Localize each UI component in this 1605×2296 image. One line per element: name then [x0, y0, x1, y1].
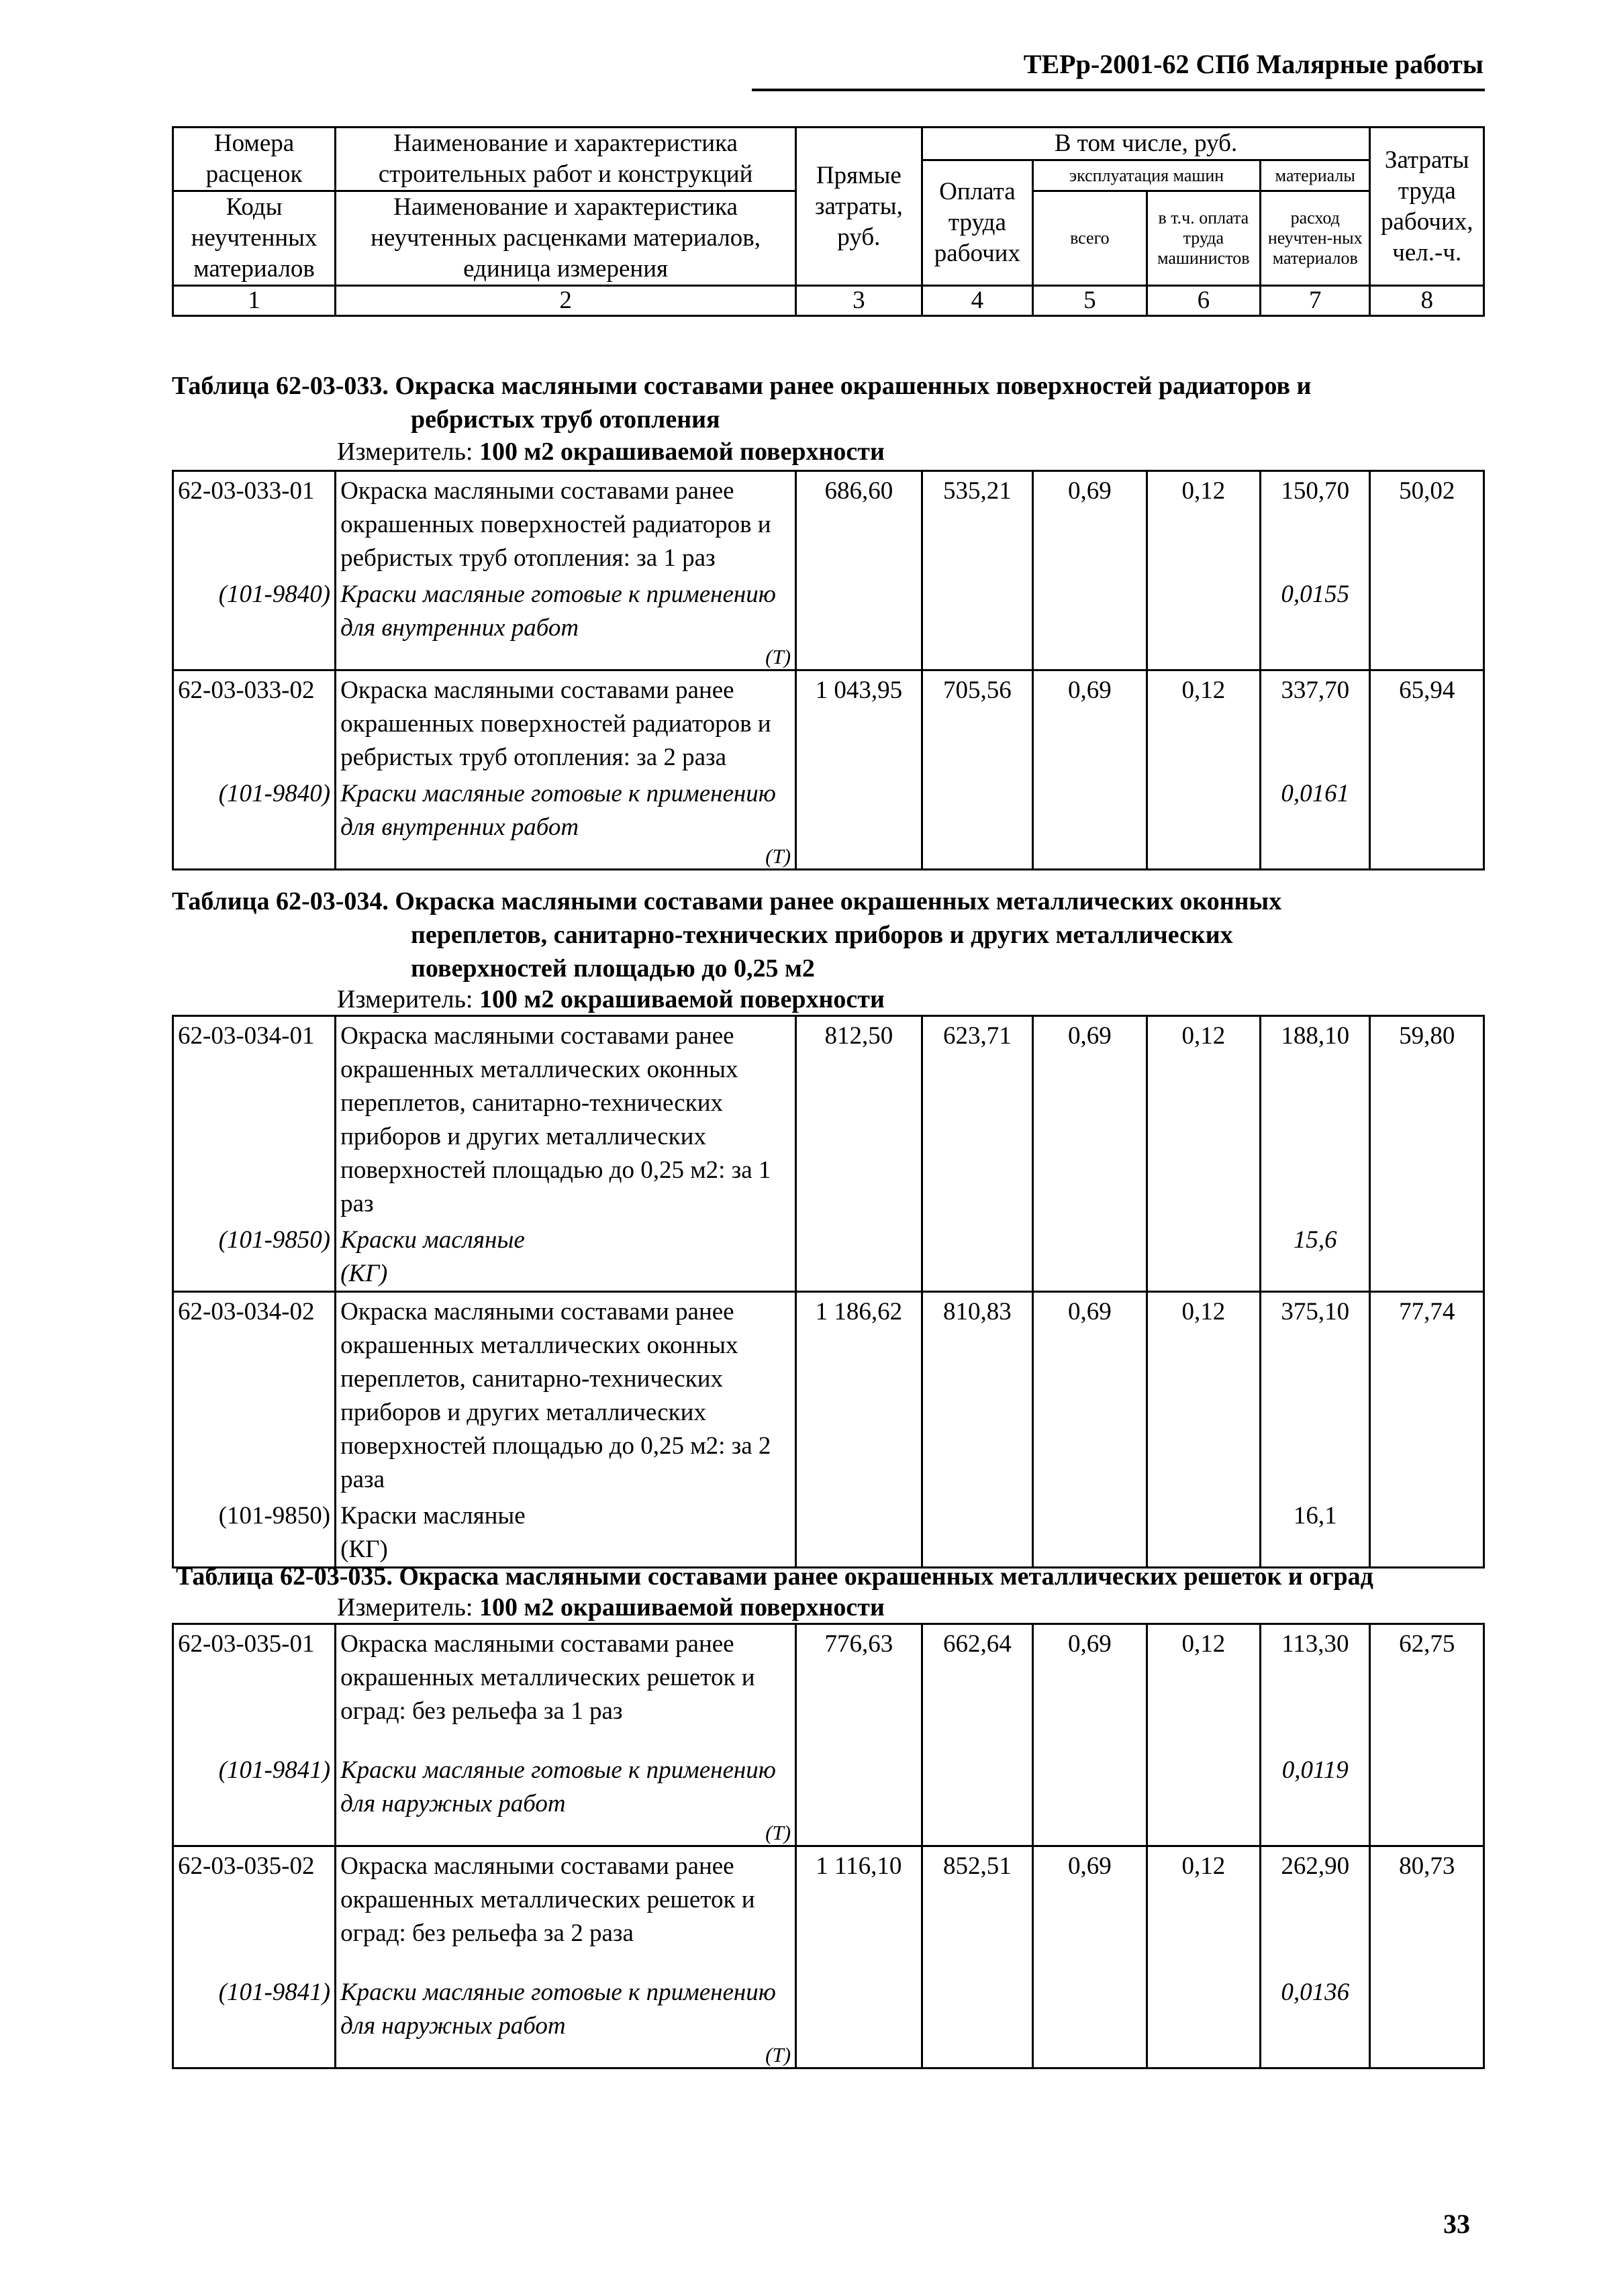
col-machines-total: всего [1033, 191, 1147, 286]
material-qty: 0,0161 [1261, 775, 1370, 870]
direct-costs: 1 186,62 [796, 1292, 922, 1497]
labor-hours: 65,94 [1370, 670, 1484, 775]
table-row [173, 471, 1484, 576]
meter-value: 100 м2 окрашиваемой поверхности [479, 985, 885, 1013]
material-code: (101-9840) [173, 575, 336, 670]
material-row [173, 1497, 1484, 1568]
operators-pay: 0,12 [1147, 1846, 1260, 1974]
labor-hours: 50,02 [1370, 471, 1484, 576]
meter-label: Измеритель: [337, 1593, 473, 1621]
table-title-035: Таблица 62-03-035. Окраска масляными составами ранее окрашенных металлических решеток и оград [176, 1562, 1373, 1591]
material-name-cell [336, 575, 796, 670]
meter-034 [337, 984, 885, 1015]
direct-costs: 776,63 [796, 1624, 922, 1752]
material-qty: 15,6 [1261, 1221, 1370, 1292]
material-name-cell [336, 1751, 796, 1846]
material-row [173, 1973, 1484, 2068]
material-row [173, 575, 1484, 670]
materials-cost: 150,70 [1261, 471, 1370, 576]
material-name: Краски масляные готовые к применению для внутренних работ [340, 581, 776, 642]
material-code: (101-9850) [173, 1221, 336, 1292]
operators-pay: 0,12 [1147, 1016, 1260, 1221]
operators-pay: 0,12 [1147, 1292, 1260, 1497]
table-title-034-line3: поверхностей площадью до 0,25 м2 [411, 954, 815, 983]
labor-pay: 535,21 [922, 471, 1032, 576]
material-qty: 0,0155 [1261, 575, 1370, 670]
direct-costs: 1 116,10 [796, 1846, 922, 1974]
material-code: (101-9850) [173, 1497, 336, 1568]
material-unit: (Т) [765, 1821, 791, 1844]
col-num-4: 4 [922, 286, 1032, 316]
material-qty: 0,0119 [1261, 1751, 1370, 1846]
labor-pay: 705,56 [922, 670, 1032, 775]
rate-code: 62-03-035-01 [173, 1624, 336, 1752]
material-name-cell [336, 1497, 796, 1568]
table-title-034-line2: переплетов, санитарно-технических приборов и других металлических [411, 921, 1233, 949]
meter-label: Измеритель: [337, 985, 473, 1013]
col-num-8: 8 [1370, 286, 1484, 316]
labor-pay: 810,83 [922, 1292, 1032, 1497]
col-num-6: 6 [1147, 286, 1260, 316]
col-num-3: 3 [796, 286, 922, 316]
col-group-including: В том числе, руб. [922, 128, 1370, 160]
col-materials: материалы [1261, 160, 1370, 191]
materials-cost: 113,30 [1261, 1624, 1370, 1752]
page-number: 33 [1443, 2209, 1470, 2239]
table-title-033: Таблица 62-03-033. Окраска масляными составами ранее окрашенных поверхностей радиаторов и [172, 372, 1312, 400]
material-code: (101-9841) [173, 1973, 336, 2068]
machines-total: 0,69 [1033, 1846, 1147, 1974]
document-header: ТЕРр-2001-62 СПб Малярные работы [1023, 49, 1484, 79]
operators-pay: 0,12 [1147, 471, 1260, 576]
machines-total: 0,69 [1033, 1624, 1147, 1752]
material-name: Краски масляные [340, 1226, 525, 1254]
meter-value: 100 м2 окрашиваемой поверхности [479, 438, 885, 466]
col-work-name: Наименование и характеристика строительных работ и конструкций [336, 128, 796, 191]
machines-total: 0,69 [1033, 670, 1147, 775]
meter-value: 100 м2 окрашиваемой поверхности [479, 1593, 885, 1621]
direct-costs: 686,60 [796, 471, 922, 576]
col-material-consumption: расход неучтен-ных материалов [1261, 191, 1370, 286]
material-qty: 16,1 [1261, 1497, 1370, 1568]
rate-code: 62-03-033-02 [173, 670, 336, 775]
header-rule [752, 89, 1485, 91]
material-name: Краски масляные готовые к применению для наружных работ [340, 1979, 776, 2040]
labor-hours: 77,74 [1370, 1292, 1484, 1497]
meter-033 [337, 436, 885, 467]
table-row [173, 1292, 1484, 1497]
col-direct-costs: Прямые затраты, руб. [796, 128, 922, 286]
material-name-cell [336, 775, 796, 870]
meter-label: Измеритель: [337, 438, 473, 466]
materials-cost: 262,90 [1261, 1846, 1370, 1974]
materials-cost: 337,70 [1261, 670, 1370, 775]
col-machines: эксплуатация машин [1033, 160, 1261, 191]
rates-table-035 [172, 1623, 1485, 2069]
rate-name: Окраска масляными составами ранее окрашенных металлических оконных переплетов, санитарно-технических приборов и других металлических поверхностей площадью до 0,25 м2: за 1 раз [336, 1016, 796, 1221]
col-labor-pay: Оплата труда рабочих [922, 160, 1032, 286]
material-row [173, 775, 1484, 870]
rate-name: Окраска масляными составами ранее окрашенных металлических оконных переплетов, санитарно-технических приборов и других металлических поверхностей площадью до 0,25 м2: за 2 раза [336, 1292, 796, 1497]
rate-code: 62-03-034-02 [173, 1292, 336, 1497]
table-row [173, 670, 1484, 775]
rate-name: Окраска масляными составами ранее окрашенных металлических решеток и оград: без рельефа за 2 раза [336, 1846, 796, 1974]
material-name: Краски масляные готовые к применению для внутренних работ [340, 780, 776, 841]
operators-pay: 0,12 [1147, 1624, 1260, 1752]
machines-total: 0,69 [1033, 1016, 1147, 1221]
material-unit: (Т) [765, 645, 791, 668]
rate-name: Окраска масляными составами ранее окрашенных поверхностей радиаторов и ребристых труб отопления: за 1 раз [336, 471, 796, 576]
labor-hours: 80,73 [1370, 1846, 1484, 1974]
rate-code: 62-03-034-01 [173, 1016, 336, 1221]
material-row [173, 1751, 1484, 1846]
machines-total: 0,69 [1033, 471, 1147, 576]
materials-cost: 375,10 [1261, 1292, 1370, 1497]
labor-pay: 623,71 [922, 1016, 1032, 1221]
col-material-codes: Коды неучтенных материалов [173, 191, 336, 286]
col-num-5: 5 [1033, 286, 1147, 316]
materials-cost: 188,10 [1261, 1016, 1370, 1221]
material-name-cell [336, 1973, 796, 2068]
rates-table-033 [172, 470, 1485, 870]
table-row [173, 1624, 1484, 1752]
material-code: (101-9840) [173, 775, 336, 870]
labor-hours: 62,75 [1370, 1624, 1484, 1752]
material-unit: (КГ) [340, 1536, 388, 1563]
table-row [173, 1846, 1484, 1974]
rate-code: 62-03-035-02 [173, 1846, 336, 1974]
material-unit: (КГ) [340, 1260, 388, 1287]
labor-hours: 59,80 [1370, 1016, 1484, 1221]
material-row [173, 1221, 1484, 1292]
col-labor-hours: Затраты труда рабочих, чел.-ч. [1370, 128, 1484, 286]
machines-total: 0,69 [1033, 1292, 1147, 1497]
material-name: Краски масляные [340, 1502, 526, 1530]
material-unit: (Т) [765, 2043, 791, 2066]
material-qty: 0,0136 [1261, 1973, 1370, 2068]
column-header-table [172, 126, 1485, 317]
rate-name: Окраска масляными составами ранее окрашенных поверхностей радиаторов и ребристых труб отопления: за 2 раза [336, 670, 796, 775]
table-title-033-line2: ребристых труб отопления [411, 405, 720, 434]
material-name-cell [336, 1221, 796, 1292]
direct-costs: 812,50 [796, 1016, 922, 1221]
col-operators-pay: в т.ч. оплата труда машинистов [1147, 191, 1260, 286]
direct-costs: 1 043,95 [796, 670, 922, 775]
material-code: (101-9841) [173, 1751, 336, 1846]
table-row [173, 1016, 1484, 1221]
labor-pay: 662,64 [922, 1624, 1032, 1752]
col-num-2: 2 [336, 286, 796, 316]
rate-code: 62-03-033-01 [173, 471, 336, 576]
labor-pay: 852,51 [922, 1846, 1032, 1974]
col-material-name: Наименование и характеристика неучтенных расценками материалов, единица измерения [336, 191, 796, 286]
col-num-1: 1 [173, 286, 336, 316]
col-num-7: 7 [1261, 286, 1370, 316]
material-unit: (Т) [765, 844, 791, 868]
rate-name: Окраска масляными составами ранее окрашенных металлических решеток и оград: без рельефа за 1 раз [336, 1624, 796, 1752]
meter-035 [337, 1592, 885, 1623]
col-rate-numbers: Номера расценок [173, 128, 336, 191]
operators-pay: 0,12 [1147, 670, 1260, 775]
rates-table-034 [172, 1015, 1485, 1568]
material-name: Краски масляные готовые к применению для наружных работ [340, 1756, 776, 1817]
table-title-034: Таблица 62-03-034. Окраска масляными составами ранее окрашенных металлических оконных [172, 887, 1282, 915]
